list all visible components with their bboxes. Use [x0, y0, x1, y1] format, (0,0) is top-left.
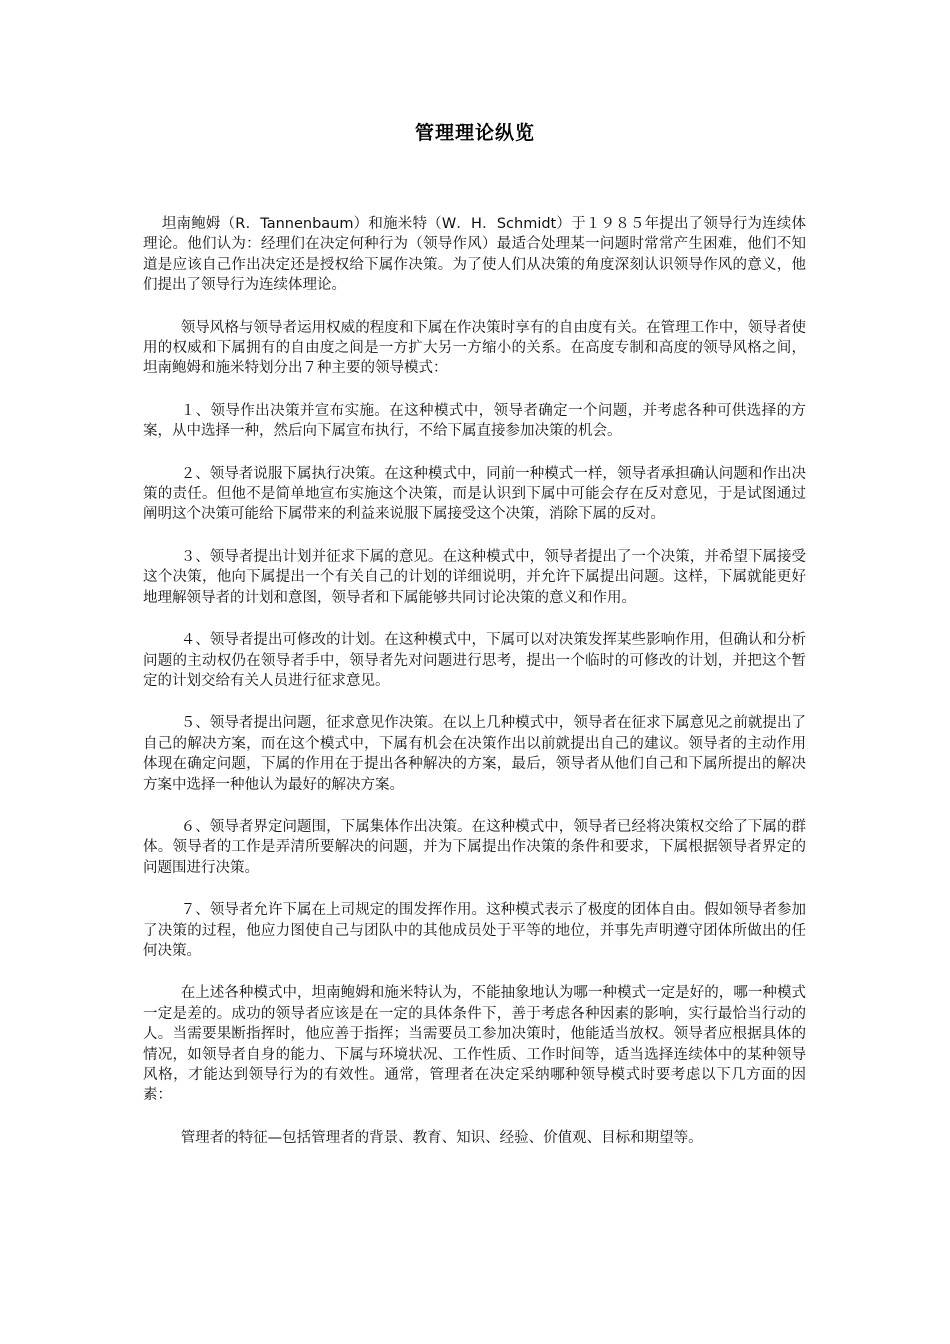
paragraph-mode-6: ６、领导者界定问题围，下属集体作出决策。在这种模式中，领导者已经将决策权交给了下属的群体。领导者的工作是弄清所要解决的问题，并为下属提出作决策的条件和要求，下属根据领导者界定的问题围进行决策。	[143, 818, 806, 876]
document-title: 管理理论纵览	[414, 122, 535, 144]
paragraph-mode-3: ３、领导者提出计划并征求下属的意见。在这种模式中，领导者提出了一个决策，并希望下属接受这个决策，他向下属提出一个有关自己的计划的详细说明，并允许下属提出问题。这样，下属就能更好地理解领导者的计划和意图，领导者和下属能够共同讨论决策的意义和作用。	[143, 548, 806, 606]
paragraph-manager-traits: 管理者的特征—包括管理者的背景、教育、知识、经验、价值观、目标和期望等。	[180, 1129, 703, 1146]
paragraph-mode-5: ５、领导者提出问题，征求意见作决策。在以上几种模式中，领导者在征求下属意见之前就提出了自己的解决方案，而在这个模式中，下属有机会在决策作出以前就提出自己的建议。领导者的主动作用体现在确定问题，下属的作用在于提出各种解决的方案，最后，领导者从他们自己和下属所提出的解决方案中选择一种他认为最好的解决方案。	[143, 715, 806, 793]
paragraph-mode-2: ２、领导者说服下属执行决策。在这种模式中，同前一种模式一样，领导者承担确认问题和作出决策的责任。但他不是简单地宣布实施这个决策，而是认识到下属中可能会存在反对意见，于是试图通过阐明这个决策可能给下属带来的利益来说服下属接受这个决策，消除下属的反对。	[143, 465, 806, 523]
paragraph-mode-7: ７、领导者允许下属在上司规定的围发挥作用。这种模式表示了极度的团体自由。假如领导者参加了决策的过程，他应力图使自己与团队中的其他成员处于平等的地位，并事先声明遵守团体所做出的任何决策。	[143, 902, 806, 959]
paragraph-mode-1: １、领导作出决策并宣布实施。在这种模式中，领导者确定一个问题，并考虑各种可供选择的方案，从中选择一种，然后向下属宣布执行，不给下属直接参加决策的机会。	[143, 402, 806, 440]
paragraph-mode-4: ４、领导者提出可修改的计划。在这种模式中，下属可以对决策发挥某些影响作用，但确认和分析问题的主动权仍在领导者手中，领导者先对问题进行思考，提出一个临时的可修改的计划，并把这个暂定的计划交给有关人员进行征求意见。	[143, 632, 806, 689]
paragraph-conclusion: 在上述各种模式中，坦南鲍姆和施米特认为，不能抽象地认为哪一种模式一定是好的，哪一种模式一定是差的。成功的领导者应该是在一定的具体条件下，善于考虑各种因素的影响，实行最恰当行动的人。当需要果断指挥时，他应善于指挥；当需要员工参加决策时，他能适当放权。领导者应根据具体的情况，如领导者自身的能力、下属与环境状况、工作性质、工作时间等，适当选择连续体中的某种领导风格，才能达到领导行为的有效性。通常，管理者在决定采纳哪种领导模式时要考虑以下几方面的因素：	[143, 985, 806, 1104]
paragraph-leadership-style: 领导风格与领导者运用权威的程度和下属在作决策时享有的自由度有关。在管理工作中，领导者使用的权威和下属拥有的自由度之间是一方扩大另一方缩小的关系。在高度专制和高度的领导风格之间，坦南鲍姆和施米特划分出７种主要的领导模式：	[143, 319, 806, 377]
document-body	[143, 214, 806, 1170]
paragraph-intro: 坦南鲍姆（R．Tannenbaum）和施米特（W．H．Schmidt）于１９８５年提出了领导行为连续体理论。他们认为：经理们在决定何种行为（领导作风）最适合处理某一问题时常常产生困难，他们不知道是应该自己作出决定还是授权给下属作决策。为了使人们从决策的角度深刻认识领导作风的意义，他们提出了领导行为连续体理论。	[143, 216, 806, 294]
